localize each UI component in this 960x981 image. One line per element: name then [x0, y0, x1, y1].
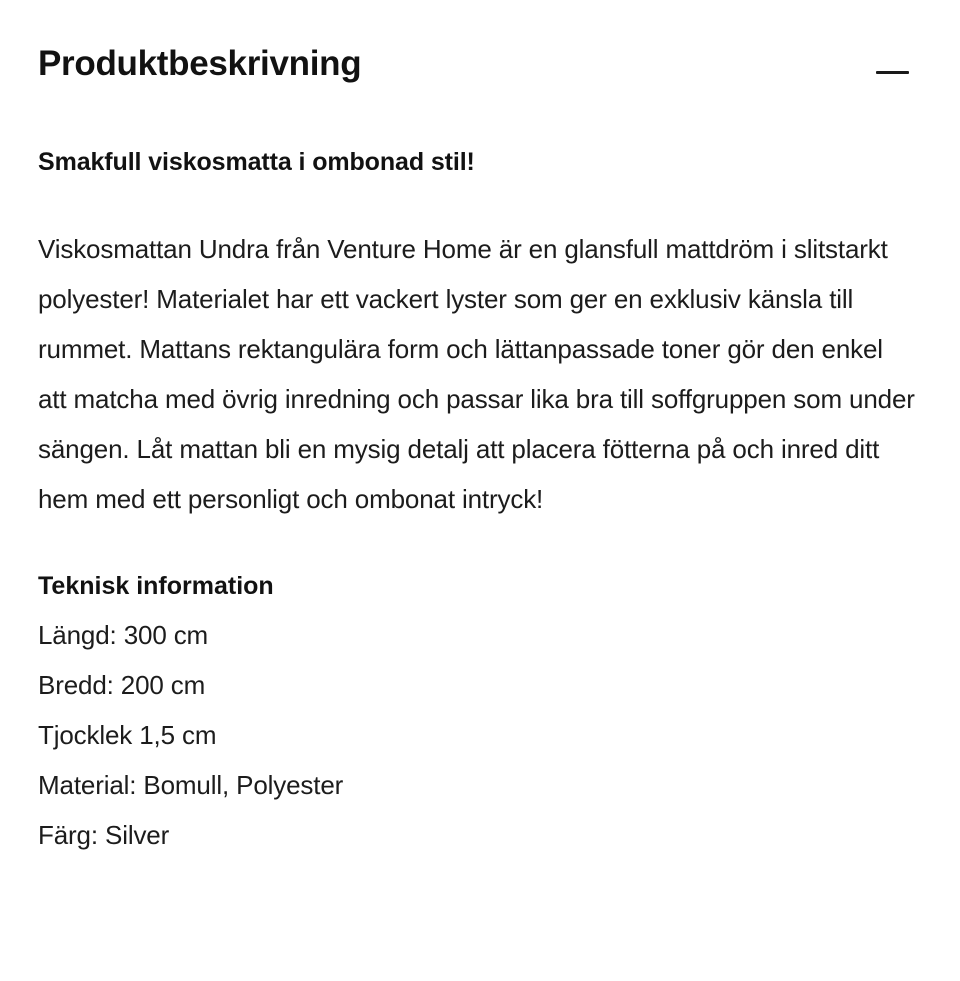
list-item: Färg: Silver	[38, 820, 170, 851]
description-lede: Smakfull viskosmatta i ombonad stil!	[38, 148, 475, 176]
list-item: Längd: 300 cm	[38, 620, 209, 651]
description-paragraph: Viskosmattan Undra från Venture Home är en glansfull mattdröm i slitstarkt polyester! Materialet har ett vackert lyster som ger en exklusiv känsla till rummet. Mattans rektangulära form och lättanpassade toner gör den enkel att matcha med övrig inredning och passar lika bra till soffgruppen som under sängen. Låt mattan bli en mysig detalj att placera fötterna på och inred ditt hem med ett personligt och ombonat intryck!	[38, 234, 915, 514]
section-header	[38, 40, 922, 92]
list-item: Material: Bomull, Polyester	[38, 770, 344, 801]
list-item: Bredd: 200 cm	[38, 670, 206, 701]
collapse-section-button[interactable]	[872, 52, 912, 92]
list-item: Tjocklek 1,5 cm	[38, 720, 217, 751]
minus-icon	[876, 71, 909, 74]
page-title: Produktbeskrivning	[38, 44, 362, 83]
technical-information-heading: Teknisk information	[38, 572, 274, 601]
technical-specs-list	[38, 611, 922, 861]
